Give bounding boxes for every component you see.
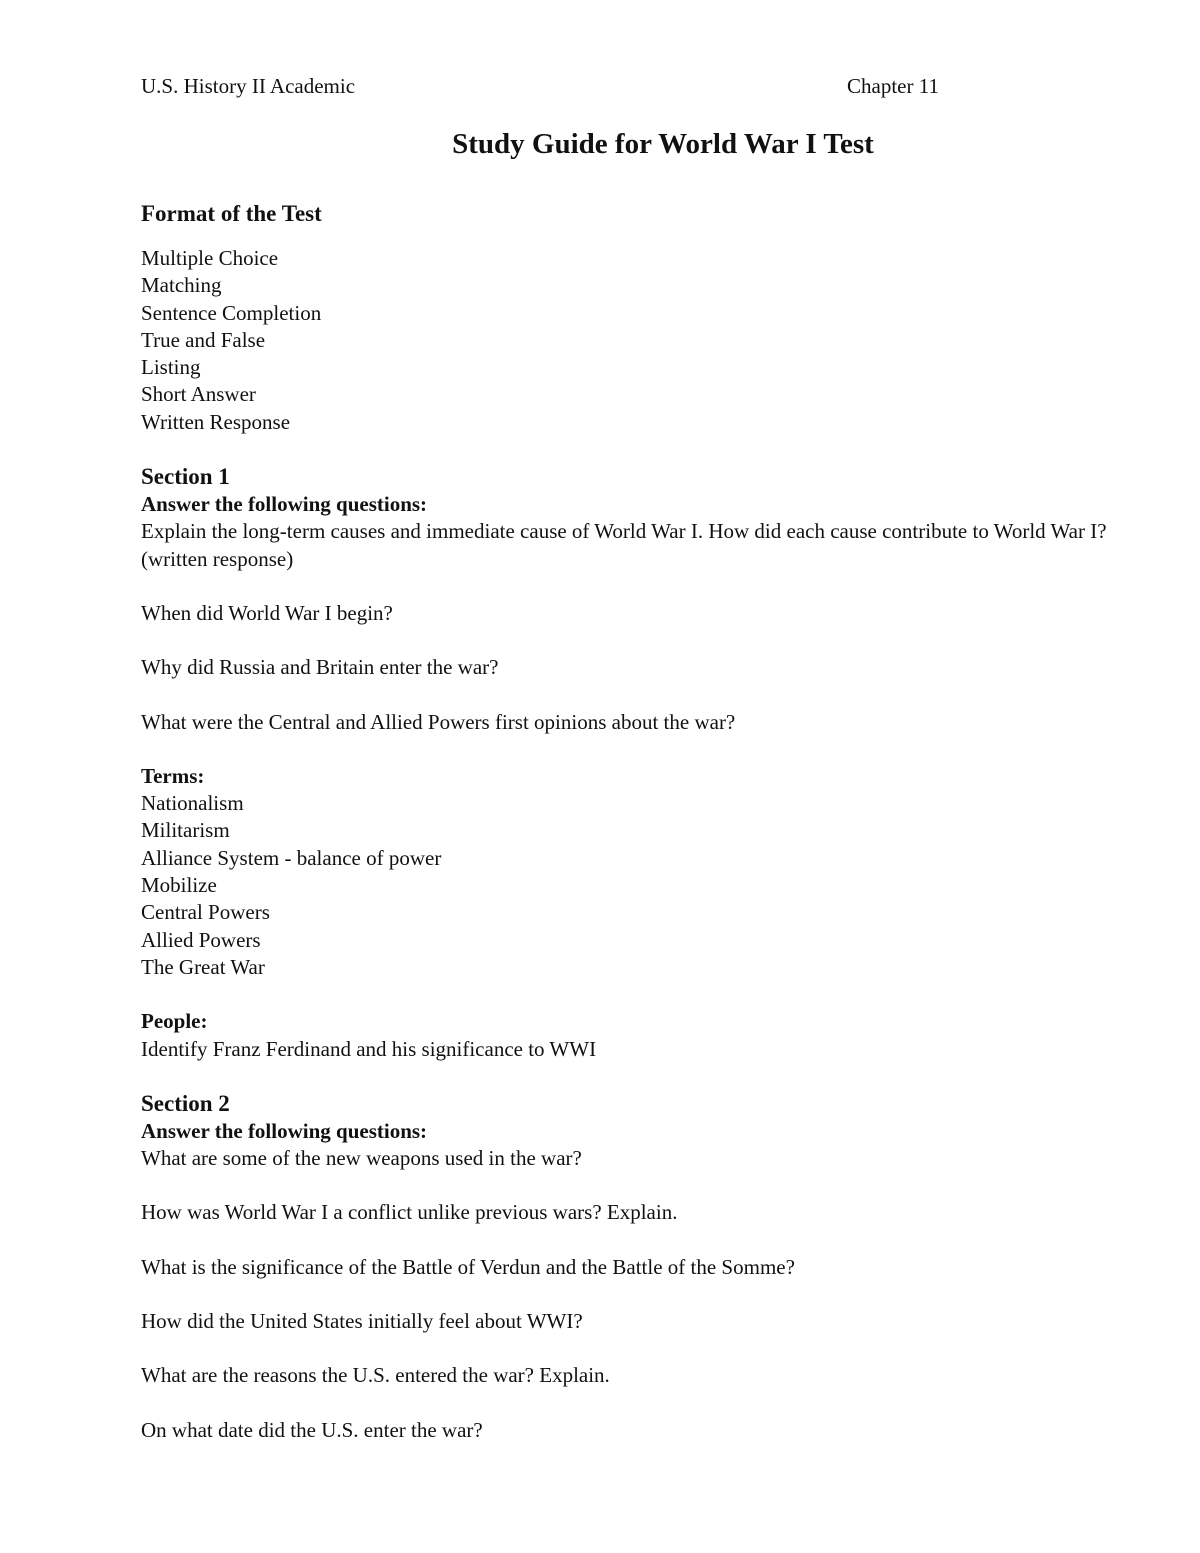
question: What is the significance of the Battle of Verdun and the Battle of the Somme? (141, 1254, 795, 1279)
term-item: Allied Powers (141, 927, 261, 952)
question: What were the Central and Allied Powers first opinions about the war? (141, 709, 736, 734)
format-item: True and False (141, 327, 266, 352)
section-1-heading: Section 1 (141, 464, 230, 490)
section-1-questions-label: Answer the following questions: (141, 492, 428, 517)
term-item: Militarism (141, 818, 230, 843)
document-body (141, 200, 1111, 1444)
terms-label: Terms: (141, 763, 205, 788)
term-item: The Great War (141, 954, 265, 979)
people-item: Identify Franz Ferdinand and his significance to WWI (141, 1036, 597, 1061)
format-item: Sentence Completion (141, 300, 322, 325)
question: Explain the long-term causes and immediate cause of World War I. How did each cause contribute to World War I? (written response) (141, 519, 1107, 571)
format-item: Short Answer (141, 382, 256, 407)
question: What are some of the new weapons used in the war? (141, 1146, 582, 1171)
format-item: Written Response (141, 409, 291, 434)
format-item: Listing (141, 355, 201, 380)
term-item: Nationalism (141, 791, 244, 816)
question: On what date did the U.S. enter the war? (141, 1417, 483, 1442)
format-heading: Format of the Test (141, 201, 322, 226)
term-item: Mobilize (141, 873, 217, 898)
term-item: Central Powers (141, 900, 270, 925)
question: When did World War I begin? (141, 600, 393, 625)
terms-list (141, 790, 1111, 981)
question: How did the United States initially feel about WWI? (141, 1309, 583, 1334)
section-2-heading: Section 2 (141, 1090, 230, 1116)
term-item: Alliance System - balance of power (141, 845, 442, 870)
format-item: Matching (141, 273, 222, 298)
section-2-questions-label: Answer the following questions: (141, 1118, 428, 1143)
chapter-label: Chapter 11 (847, 74, 939, 98)
format-item: Multiple Choice (141, 246, 279, 270)
question: How was World War I a conflict unlike previous wars? Explain. (141, 1200, 678, 1225)
people-label: People: (141, 1009, 208, 1034)
format-list (141, 245, 1111, 436)
page-title: Study Guide for World War I Test (452, 128, 874, 160)
course-name: U.S. History II Academic (141, 74, 356, 98)
question: Why did Russia and Britain enter the war? (141, 655, 499, 680)
question: What are the reasons the U.S. entered the war? Explain. (141, 1363, 610, 1388)
